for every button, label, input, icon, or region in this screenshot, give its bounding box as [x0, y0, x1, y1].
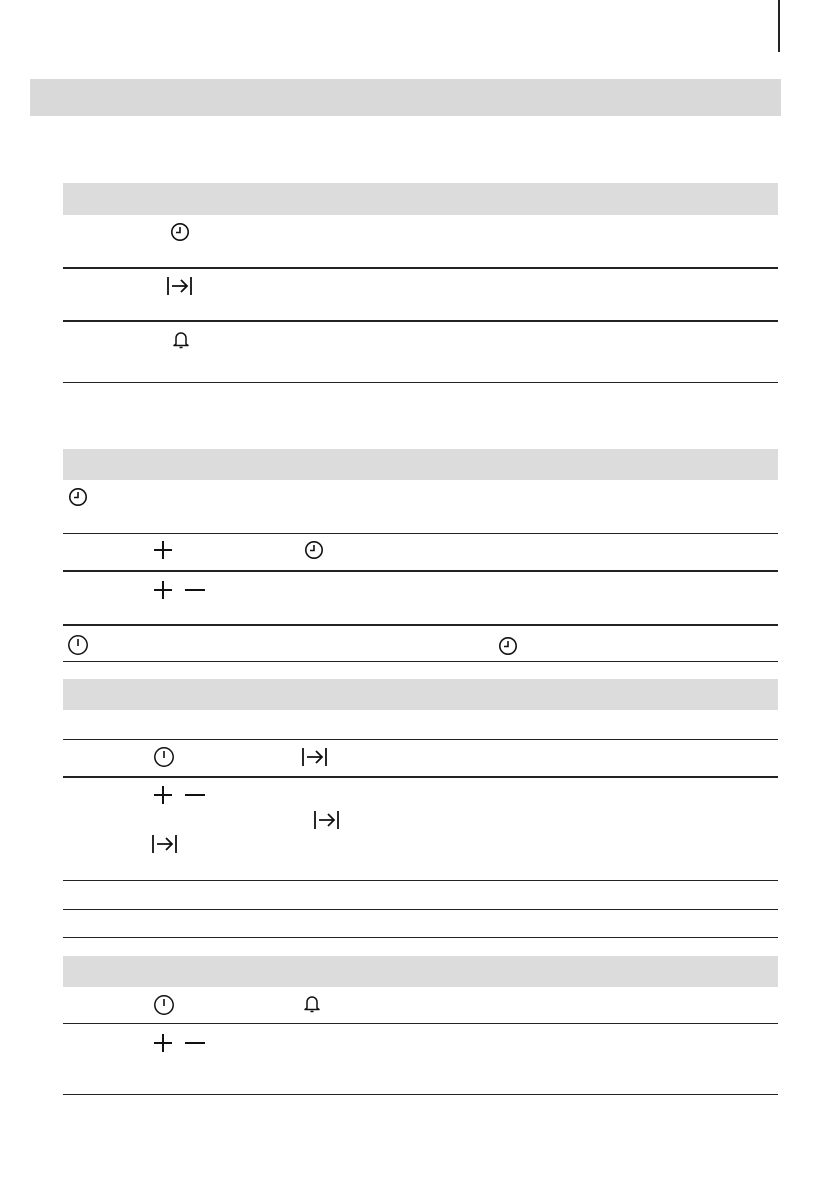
clock-icon: [170, 222, 190, 242]
table-3-header: [63, 679, 778, 710]
table-row-divider: [63, 776, 778, 778]
table-bottom-rule: [63, 1094, 778, 1095]
duration-icon: [301, 747, 329, 767]
bell-icon: [172, 330, 190, 350]
table-row-divider: [63, 533, 778, 534]
clock-icon: [68, 487, 88, 507]
table-row-divider: [63, 570, 778, 572]
plus-icon: [153, 540, 173, 560]
minus-icon: [184, 785, 206, 805]
binding-line: [778, 0, 780, 52]
plus-icon: [153, 580, 173, 600]
minus-icon: [184, 1033, 206, 1053]
clock-icon: [498, 636, 518, 656]
duration-icon: [313, 810, 341, 830]
table-bottom-rule: [63, 937, 778, 938]
duration-icon: [151, 834, 179, 854]
bell-icon: [303, 994, 321, 1014]
table-row-divider: [63, 624, 778, 626]
clock-icon: [304, 540, 324, 560]
table-bottom-rule: [63, 382, 778, 383]
table-row-divider: [63, 909, 778, 910]
table-row-divider: [63, 739, 778, 740]
duration-icon: [166, 276, 194, 296]
plus-icon: [153, 785, 173, 805]
table-4-header: [63, 956, 778, 987]
minus-icon: [184, 580, 206, 600]
table-row-divider: [63, 320, 778, 322]
power-icon: [153, 994, 175, 1016]
table-row-divider: [63, 267, 778, 269]
table-bottom-rule: [63, 661, 778, 662]
power-icon: [153, 746, 175, 768]
section-heading-bar: [30, 79, 781, 116]
table-row-divider: [63, 1023, 778, 1024]
table-2-header: [63, 449, 778, 480]
plus-icon: [153, 1033, 173, 1053]
table-row-divider: [63, 880, 778, 881]
power-icon: [67, 634, 89, 656]
table-1-header: [63, 183, 778, 215]
